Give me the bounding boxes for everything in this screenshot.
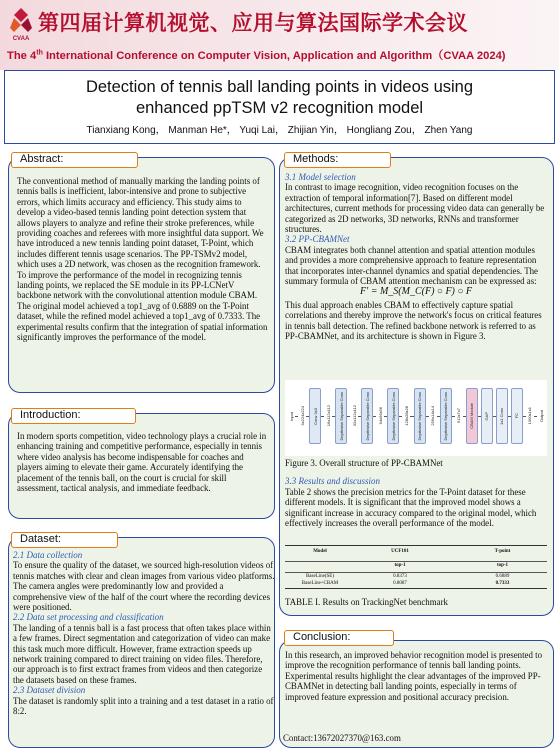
figure-block-label: 3x224x224 bbox=[299, 406, 305, 426]
figure-block bbox=[481, 388, 493, 444]
logo-text: CVAA bbox=[12, 36, 30, 42]
figure-block bbox=[402, 388, 410, 444]
figure-block-label: 512x7x7 bbox=[456, 408, 462, 424]
figure-block bbox=[526, 388, 534, 444]
table-header-row bbox=[285, 548, 547, 557]
figure-block bbox=[361, 388, 373, 444]
dataset-text-division: The dataset is randomly split into a training and a test dataset in a ratio of 8:2. bbox=[13, 695, 274, 717]
dataset-subheading-division: 2.3 Dataset division bbox=[13, 685, 86, 696]
table-row bbox=[285, 580, 547, 589]
dataset-heading: Dataset: bbox=[11, 532, 118, 548]
cbam-formula: F′ = M_S(M_C(F) ○ F) ○ F bbox=[359, 286, 473, 298]
conclusion-text: In this research, an improved behavior recognition model is presented to improve the recognition performance of tennis ball landing points. Experimental results highlight the clear advantages of the improved PP-CBAMNet in detecting ball landing points, especially in terms of improved feature expression and positional accuracy precision. bbox=[285, 650, 543, 702]
figure-block-label: 16x112x112 bbox=[325, 405, 331, 427]
figure-block-label: Depthwise Separable Conv bbox=[390, 391, 396, 441]
methods-subheading-ppcbamnet: 3.2 PP-CBAMNet bbox=[285, 234, 350, 245]
figure-block-label: Depthwise Separable Conv bbox=[443, 391, 449, 441]
methods-text-results: Table 2 shows the precision metrics for the T-Point dataset for these different models. It is significant that the improved model shows a significant increase in accuracy compared to the original model, which effectively increases the overall performance of the model. bbox=[285, 486, 537, 529]
ppcbamnet-architecture-figure bbox=[285, 380, 547, 456]
conference-header bbox=[0, 0, 559, 70]
methods-text-ppcbamnet: This dual approach enables CBAM to effectively capture spatial correlations and thereby improve the network's focus on critical features in tennis ball detection. The refined backbone network is referred to as PP-CBAMNet, and its architecture is shown in Figure 3. bbox=[285, 299, 542, 342]
figure-block-label: 64x56x56 bbox=[377, 407, 383, 425]
table-header-cell: UCF101 bbox=[391, 549, 409, 554]
figure-block-label: CBAM Module bbox=[469, 403, 475, 429]
figure-block-label: Conv 3x3 bbox=[312, 407, 318, 425]
table-cell: BaseLine+CBAM bbox=[301, 581, 339, 586]
figure-block bbox=[414, 388, 426, 444]
figure-block bbox=[455, 388, 463, 444]
methods-subheading-model-selection: 3.1 Model selection bbox=[285, 172, 356, 182]
table-header-cell: T-point bbox=[494, 549, 511, 554]
figure-block bbox=[511, 388, 523, 444]
dataset-text-processing: The landing of a tennis ball is a fast process that often takes place within a few frames. Direct segmentation and categorization of video can make this task much more difficult. However, frame extraction speeds up network training compared to direct training on video files. Therefore, our approach is to first extract frames from videos and then categorize the datasets based on these frames. bbox=[13, 622, 271, 685]
abstract-text: The conventional method of manually marking the landing points of tennis balls is inefficient, labor-intensive and prone to subjective errors, which limits accuracy and efficiency. This study aims to develop a video-based tennis landing point detection system that allows players to analyze and refine their stroke preferences, while providing coaches and referees with more insightful data support. We have introduced a new tennis landing point dataset, T-Point, which includes different tennis usage scenarios. The PP-TSMv2 model, which uses a 2D network, was chosen as the recognition framework. To improve the performance of the model in recognizing tennis landing points, we replaced the SE module in its PP-LCNetV backbone network with the convolutional attention module CBAM. The original model achieved a top1_avg of 0.6889 on the T-Point dataset, while the refined model achieved a top1_avg of 0.7333. The experimental results confirm that the integration of spatial information significantly improves the performance of the model. bbox=[17, 176, 268, 343]
dataset-content bbox=[13, 550, 275, 717]
table-cell: BaseLine(SE) bbox=[305, 574, 335, 579]
figure-block-label: 128x28x28 bbox=[403, 406, 409, 426]
figure-block-label: Depthwise Separable Conv bbox=[364, 391, 370, 441]
table-subheader-row bbox=[285, 561, 547, 570]
figure-block-label: 32x112x112 bbox=[351, 405, 357, 427]
figure-block bbox=[298, 388, 306, 444]
figure-block-label: Depthwise Separable Conv bbox=[417, 391, 423, 441]
table-header-cell: Model bbox=[313, 549, 327, 554]
figure-block-label: Output bbox=[538, 409, 544, 422]
figure-block-label: GAP bbox=[484, 411, 490, 421]
results-table bbox=[285, 545, 547, 589]
conclusion-heading: Conclusion: bbox=[284, 630, 394, 646]
methods-text-cbam: CBAM integrates both channel attention and spatial attention modules and provides a more comprehensive approach to feature representation that incorporates inter-channel dynamics and spatial dependencies. The summary formula of CBAM attention mechanism can be expressed as: bbox=[285, 244, 538, 287]
methods-content-top bbox=[285, 172, 547, 342]
methods-subheading-results: 3.3 Results and discussion bbox=[285, 476, 381, 487]
figure-block bbox=[335, 388, 347, 444]
title-box bbox=[4, 70, 555, 144]
figure-block bbox=[324, 388, 332, 444]
introduction-heading: Introduction: bbox=[11, 408, 136, 424]
table-cell: 0.8087 bbox=[393, 581, 407, 586]
table-caption: TABLE I. Results on TrackingNet benchmark bbox=[285, 597, 448, 607]
cvaa-logo-icon bbox=[8, 6, 34, 36]
methods-heading: Methods: bbox=[284, 152, 391, 168]
conference-name-chinese: 第四届计算机视觉、应用与算法国际学术会议 bbox=[38, 11, 468, 35]
paper-title: Detection of tennis ball landing points in videos using enhanced ppTSM v2 recognition model bbox=[85, 78, 474, 117]
figure-block bbox=[496, 388, 508, 444]
table-cell: 0.8373 bbox=[393, 574, 407, 579]
table-cell: 0.6889 bbox=[495, 574, 510, 579]
figure-block-label: 1x1 Conv bbox=[499, 407, 505, 425]
abstract-heading: Abstract: bbox=[11, 152, 138, 168]
figure-block bbox=[387, 388, 399, 444]
table-subheader-cell: top-1 bbox=[496, 563, 509, 568]
figure-block bbox=[287, 388, 295, 444]
table-subheader-cell: top-1 bbox=[394, 563, 406, 568]
figure-block-label: 256x14x14 bbox=[430, 406, 436, 426]
introduction-text: In modern sports competition, video technology plays a crucial role in enhancing training and competitive performance, especially in tennis where video analysis has become indispensable for coaches and players aiming to elevate their game. Accurately identifying the placement of the tennis ball, on the court is crucial for skill assessment, tactical analysis, and immediate feedback. bbox=[17, 431, 267, 494]
dataset-text-collection: To ensure the quality of the dataset, we sourced high-resolution videos of tennis matches with clear and clean images from various video platforms. The camera angles were predominantly low and provided a comprehensive view of the half of the court where the recording devices were positioned. bbox=[13, 560, 275, 613]
figure-block bbox=[350, 388, 358, 444]
figure-block bbox=[376, 388, 384, 444]
author-list: Tianxiang Kong， Manman He*， Yuqi Lai， Zhijian Yin， Hongliang Zou， Zhen Yang bbox=[86, 125, 473, 136]
figure-block bbox=[537, 388, 545, 444]
figure-block bbox=[466, 388, 478, 444]
figure-block-label: 1000x1x1 bbox=[527, 407, 533, 425]
figure-block bbox=[429, 388, 437, 444]
methods-content-bottom bbox=[285, 458, 547, 528]
figure-block-label: Depthwise Separable Conv bbox=[338, 391, 344, 441]
figure-block bbox=[440, 388, 452, 444]
dataset-subheading-processing: 2.2 Data set processing and classification bbox=[13, 612, 164, 623]
table-cell: 0.7333 bbox=[495, 581, 510, 586]
conference-name-english: The 4th International Conference on Computer Vision, Application and Algorithm（CVAA 2024) bbox=[7, 49, 506, 62]
figure-block bbox=[309, 388, 321, 444]
contact-email: Contact:13672027370@163.com bbox=[283, 733, 401, 743]
dataset-subheading-collection: 2.1 Data collection bbox=[13, 550, 83, 560]
methods-text-model-selection: In contrast to image recognition, video recognition focuses on the extraction of temporal information[7]. Based on different model architectures, current methods for processing video data can generally be categorized as 2D networks, 3D networks, RNNs and transformer structures. bbox=[285, 182, 545, 235]
figure-block-label: FC bbox=[514, 413, 520, 419]
figure-block-label: Input bbox=[288, 411, 294, 421]
figure-caption: Figure 3. Overall structure of PP-CBAMNet bbox=[285, 458, 443, 468]
